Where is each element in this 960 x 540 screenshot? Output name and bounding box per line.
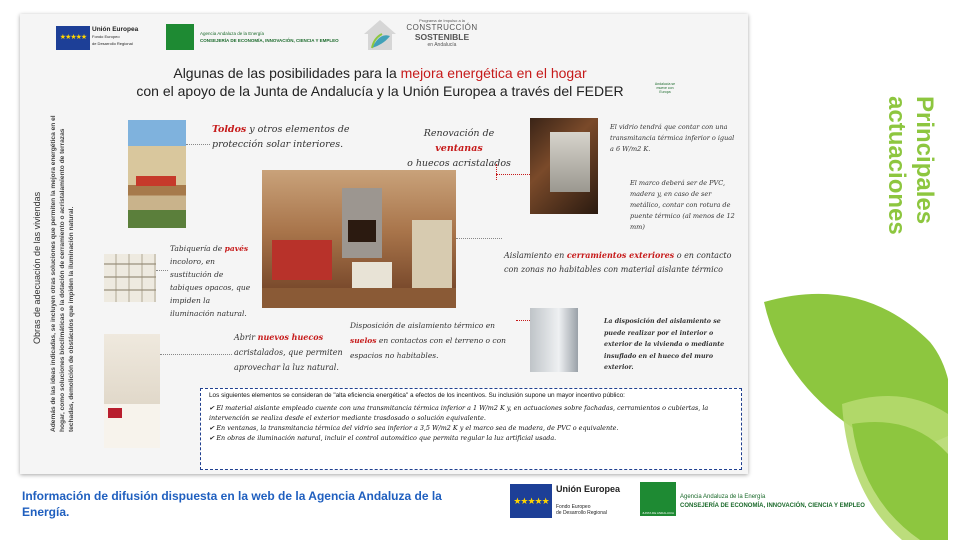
connector-line: [516, 320, 530, 321]
vidrio-note: El vidrio tendrá que contar con una transmitancia térmica inferior o igual a 6 W/m2 K.: [610, 123, 735, 153]
toldos-photo: [128, 120, 186, 228]
house-logo-icon: [362, 18, 398, 52]
connector-line: [456, 238, 502, 239]
incentive-box: [200, 388, 742, 470]
marco-note: El marco deberá ser de PVC, madera y, en caso de ser metálico, contar con rotura de puente térmico (al menos de 12 mm): [630, 179, 735, 231]
bedroom-photo: [104, 334, 160, 448]
suelos-text: Disposición de aislamiento térmico en suelos en contactos con el terreno o con espacios no habitables.: [350, 321, 506, 360]
toldos-text: Toldos y otros elementos de protección solar interiores.: [212, 124, 350, 150]
poster-eu-label: Unión Europea Fondo Europeo de Desarrollo Regional: [92, 26, 139, 46]
connector-line: [160, 354, 232, 355]
incentive-item: ✔ En obras de iluminación natural, incluir el control automático que permita regular la luz artificial usada.: [209, 434, 557, 442]
paves-photo: [104, 254, 156, 302]
incentive-intro: Los siguientes elementos se consideran de "alta eficiencia energética" a efectos de los incentivos. Su inclusión supone un mayor incentivo público:: [209, 392, 625, 399]
cerramientos-text: Aislamiento en cerramientos exteriores o en contacto con zonas no habitables con material aislante térmico: [504, 250, 732, 274]
construccion-sostenible-logo: Programa de Impulso a la CONSTRUCCIÓN SOSTENIBLE en Andalucía: [406, 18, 478, 48]
eu-flag-icon: ★★★★★: [56, 26, 90, 50]
connector-line: [496, 174, 530, 175]
connector-line: [186, 144, 210, 145]
living-room-photo: [262, 170, 456, 308]
ventanas-text: Renovación de ventanas o huecos acristalados: [407, 128, 511, 169]
incentive-item: ✔ El material aislante empleado cuente con una transmitancia térmica inferior a 1 W/m2 K y, en actuaciones sobre fachadas, cerramientos o cubiertas, la intervención se realiza desde el exterior mediante trasdosado o solución equivalente.: [209, 404, 709, 422]
eu-flag-icon: ★★★★★: [510, 484, 552, 518]
footer-agency-label: Agencia Andaluza de la Energía CONSEJERÍA DE ECONOMÍA, INNOVACIÓN, CIENCIA Y EMPLEO: [680, 494, 865, 509]
source-caption: Información de difusión dispuesta en la web de la Agencia Andaluza de la Energía.: [22, 489, 442, 519]
connector-line: [156, 270, 168, 271]
info-poster: [20, 14, 748, 474]
vertical-body: Además de las ideas indicadas, se incluyen otras soluciones que permiten la mejora energética en el hogar, como soluciones bioclimáticas o la dotación de cerramiento o acristalamiento de terrazas techadas, demolición de obstáculos que impiden la iluminación natural.: [50, 115, 75, 432]
junta-logo-icon: JUNTA DE ANDALUCIA: [640, 482, 676, 516]
window-frame-photo: [530, 118, 598, 214]
nuevos-huecos-text: Abrir nuevos huecos acristalados, que permiten aprovechar la luz natural.: [234, 332, 343, 372]
poster-title: Algunas de las posibilidades para la mejora energética en el hogar con el apoyo de la Junta de Andalucía y la Unión Europea a través del FEDER: [136, 65, 624, 99]
side-title: Principales actuaciones: [883, 96, 938, 235]
footer-eu-label: Unión Europea Fondo Europeo de Desarrollo Regional: [556, 484, 621, 516]
junta-logo-icon: [166, 24, 194, 50]
connector-line: [496, 164, 497, 180]
insulation-photo: [530, 308, 578, 372]
poster-agency-label: Agencia Andaluza de la Energía CONSEJERÍA DE ECONOMÍA, INNOVACIÓN, CIENCIA Y EMPLEO: [200, 31, 339, 43]
paves-text: Tabiquería de pavés incoloro, en sustitución de tabiques opacos, que impiden la iluminación natural.: [170, 244, 251, 318]
small-andalucia-logo: Andalucía se mueve con Europa: [654, 82, 676, 94]
incentive-item: ✔ En ventanas, la transmitancia térmica del vidrio sea inferior a 3,5 W/m2 K y el marco sea de madera, de PVC o equivalente.: [209, 424, 619, 432]
disposicion-note: La disposición del aislamiento se puede realizar por el interior o exterior de la vivienda o mediante insuflado en el hueco del muro exterior.: [604, 318, 725, 371]
vertical-heading: Obras de adecuación de las viviendas: [32, 191, 42, 344]
